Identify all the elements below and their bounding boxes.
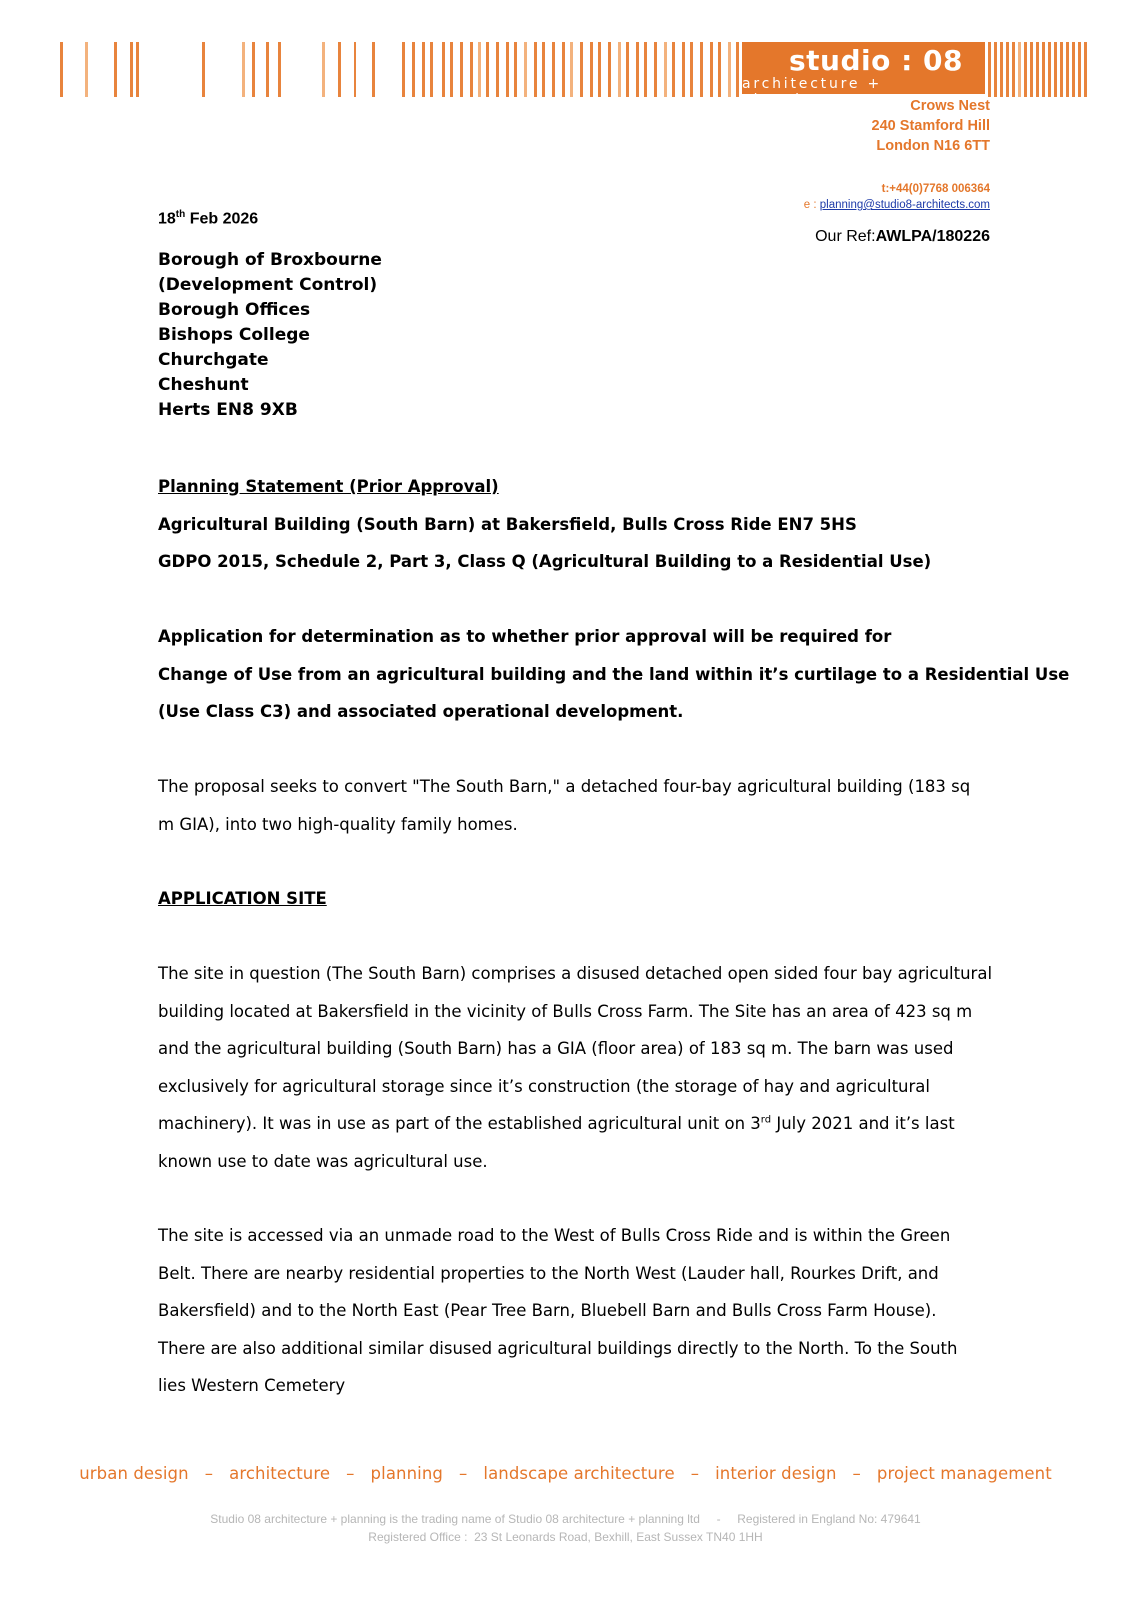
application-line: Change of Use from an agricultural building and the land within it’s curtilage to a Residential Use (158, 664, 1070, 684)
access-line: The site is accessed via an unmade road to the West of Bulls Cross Ride and is within the Green (158, 1226, 951, 1245)
statement-heading: Planning Statement (Prior Approval) (158, 477, 499, 496)
gdpo-subheading: GDPO 2015, Schedule 2, Part 3, Class Q (Agricultural Building to a Residential Use) (158, 552, 932, 572)
proposal-line: The proposal seeks to convert "The South Barn," a detached four-bay agricultural building (183 sq (158, 777, 971, 796)
ordinal-suffix: rd (760, 1114, 772, 1126)
registration-line-2: Registered Office : 23 St Leonards Road, Bexhill, East Sussex TN40 1HH (368, 1530, 763, 1544)
site-line-part: July 2021 and it’s last (771, 1114, 955, 1134)
application-line: Application for determination as to whether prior approval will be required for (158, 627, 892, 646)
logo-wordmark: studio : 08 (788, 44, 963, 77)
recipient-line: Borough Offices (158, 300, 311, 320)
building-subheading: Agricultural Building (South Barn) at Bakersfield, Bulls Cross Ride EN7 5HS (158, 514, 857, 534)
address-line-2: 240 Stamford Hill (871, 118, 990, 134)
site-paragraph (158, 955, 998, 1181)
site-line: exclusively for agricultural storage since it’s construction (the storage of hay and agricultural (158, 1076, 930, 1096)
our-reference (815, 228, 990, 246)
proposal-line: m GIA), into two high-quality family homes. (158, 814, 518, 834)
contact-details (804, 181, 990, 213)
address-line-3: London N16 6TT (876, 138, 990, 154)
access-line: There are also additional similar disused agricultural buildings directly to the North. To the South (158, 1338, 958, 1358)
recipient-line: (Development Control) (158, 275, 378, 295)
site-line: The site in question (The South Barn) comprises a disused detached open sided four bay agricultural (158, 964, 993, 983)
our-ref-label: Our Ref: (815, 228, 876, 245)
site-line-part: machinery). It was in use as part of the established agricultural unit on 3 (158, 1114, 761, 1134)
recipient-line: Cheshunt (158, 375, 249, 395)
access-line: lies Western Cemetery (158, 1376, 346, 1396)
our-ref-value: AWLPA/180226 (875, 228, 990, 245)
email-label: e : (803, 199, 817, 211)
site-line: and the agricultural building (South Barn) has a GIA (floor area) of 183 sq m. The barn was used (158, 1039, 954, 1059)
application-paragraph (158, 618, 1070, 731)
date-month-year: Feb 2026 (185, 210, 259, 228)
address-line-1: Crows Nest (910, 98, 990, 114)
recipient-line: Bishops College (158, 325, 310, 345)
site-section (158, 880, 998, 918)
site-line: known use to date was agricultural use. (158, 1151, 488, 1171)
site-line: building located at Bakersfield in the vicinity of Bulls Cross Farm. The Site has an area of 423 sq m (158, 1001, 973, 1021)
footer-services: urban design – architecture – planning – landscape architecture – interior design – project management (79, 1464, 1052, 1483)
recipient-line: Churchgate (158, 350, 269, 370)
site-heading: APPLICATION SITE (158, 889, 327, 908)
access-paragraph (158, 1217, 998, 1405)
recipient-address (158, 248, 382, 423)
access-line: Belt. There are nearby residential properties to the North West (Lauder hall, Rourkes Drift, and (158, 1263, 939, 1283)
logo-tagline: architecture + planning (742, 76, 883, 108)
proposal-paragraph (158, 768, 998, 843)
email-link[interactable]: planning@studio8-architects.com (819, 199, 990, 211)
recipient-line: Borough of Broxbourne (158, 250, 382, 270)
date-day: 18 (158, 210, 176, 228)
date-suffix: th (175, 209, 186, 220)
recipient-line: Herts EN8 9XB (158, 400, 298, 420)
email-row (804, 197, 990, 213)
access-line: Bakersfield) and to the North East (Pear Tree Barn, Bluebell Barn and Bulls Cross Farm House). (158, 1301, 937, 1321)
registration-line-1: Studio 08 architecture + planning is the trading name of Studio 08 architecture + planning ltd - Registered in England No: 479641 (210, 1512, 921, 1526)
application-line: (Use Class C3) and associated operational development. (158, 702, 684, 722)
footer-registration (0, 1510, 1131, 1546)
letter-date (158, 209, 258, 228)
telephone: t:+44(0)7768 006364 (881, 183, 990, 195)
document-headings (158, 468, 998, 581)
site-line (158, 1105, 998, 1143)
